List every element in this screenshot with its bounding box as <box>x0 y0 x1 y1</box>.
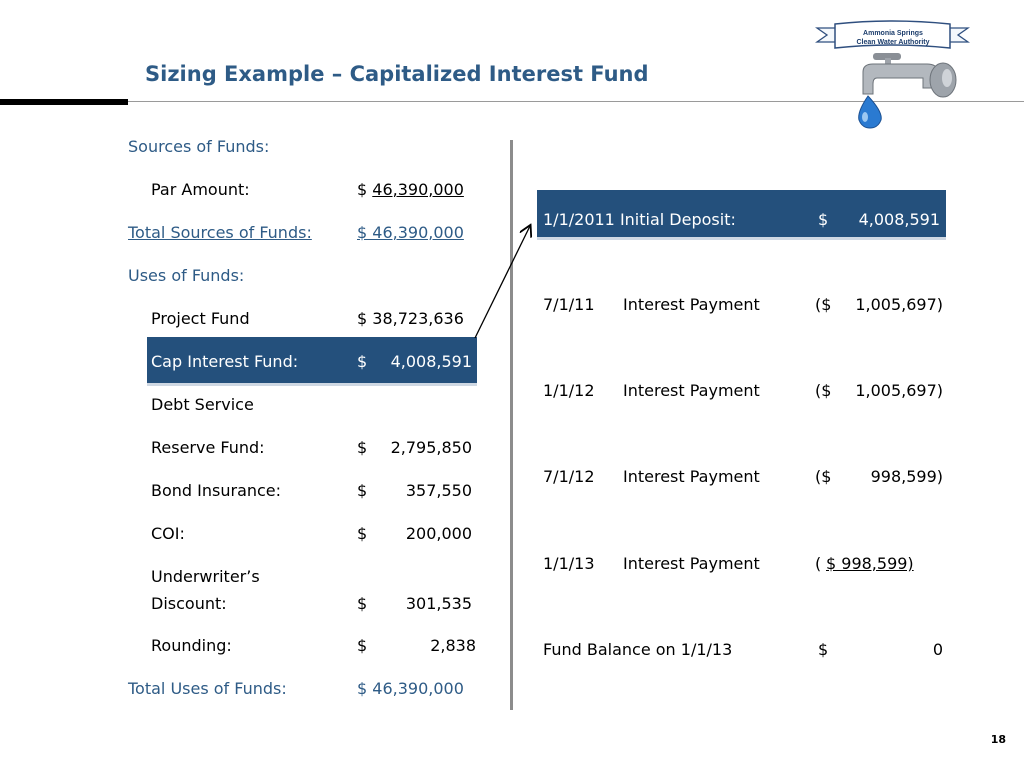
par-amount-label: Par Amount: <box>151 180 250 199</box>
payment-date: 7/1/12 <box>543 467 595 486</box>
total-uses-label: Total Uses of Funds: <box>128 679 287 698</box>
payment-desc: Interest Payment <box>623 467 760 486</box>
par-amount-value: $ 46,390,000 <box>357 180 464 199</box>
uses-heading: Uses of Funds: <box>128 266 245 285</box>
water-drop-icon <box>859 96 882 128</box>
dsrf-value: 2,795,850 <box>390 438 472 457</box>
cap-interest-value: 4,008,591 <box>390 352 472 371</box>
payment-open: ( <box>815 554 822 573</box>
dsrf-dollar: $ <box>357 438 368 457</box>
page-title: Sizing Example – Capitalized Interest Fund <box>145 62 649 86</box>
column-divider <box>510 140 513 710</box>
payment-amount: $ 998,599) <box>826 554 914 573</box>
underwriter-label-line2: Discount: <box>151 594 227 613</box>
project-fund-value: $ 38,723,636 <box>357 309 464 328</box>
payment-date: 7/1/11 <box>543 295 595 314</box>
initial-deposit-dollar: $ <box>818 210 829 229</box>
fund-balance-dollar: $ <box>818 640 829 659</box>
total-sources-value: $ 46,390,000 <box>357 223 464 242</box>
fund-balance-label: Fund Balance on 1/1/13 <box>543 640 733 659</box>
logo-text-line1: Ammonia Springs <box>863 30 923 37</box>
payment-open: ($ <box>815 295 832 314</box>
initial-deposit-value: 4,008,591 <box>858 210 940 229</box>
underwriter-dollar: $ <box>357 594 368 613</box>
cap-interest-label: Cap Interest Fund: <box>151 352 299 371</box>
dsrf-label-line1: Debt Service <box>151 395 254 414</box>
fund-balance-value: 0 <box>932 640 943 659</box>
authority-logo <box>815 18 970 130</box>
page-number: 18 <box>990 733 1006 746</box>
dsrf-label-line2: Reserve Fund: <box>151 438 265 457</box>
payment-desc: Interest Payment <box>623 381 760 400</box>
bond-insurance-value: 357,550 <box>405 481 472 500</box>
total-uses-value: $ 46,390,000 <box>357 679 464 698</box>
total-sources-label: Total Sources of Funds: <box>128 223 312 242</box>
bond-insurance-dollar: $ <box>357 481 368 500</box>
bond-insurance-label: Bond Insurance: <box>151 481 282 500</box>
coi-label: COI: <box>151 524 185 543</box>
cap-interest-dollar: $ <box>357 352 368 371</box>
payment-amount: 1,005,697) <box>855 381 943 400</box>
payment-date: 1/1/12 <box>543 381 595 400</box>
logo-text-line2: Clean Water Authority <box>856 39 930 46</box>
payment-amount: 1,005,697) <box>855 295 943 314</box>
underwriter-value: 301,535 <box>405 594 472 613</box>
faucet-icon <box>863 53 956 97</box>
rounding-value: 2,838 <box>430 636 476 655</box>
rounding-label: Rounding: <box>151 636 232 655</box>
underwriter-label-line1: Underwriter’s <box>151 567 260 586</box>
rounding-dollar: $ <box>357 636 368 655</box>
initial-deposit-label: 1/1/2011 Initial Deposit: <box>543 210 736 229</box>
par-amount-figure: 46,390,000 <box>372 180 464 199</box>
header-rule-accent <box>0 99 128 105</box>
payment-desc: Interest Payment <box>623 554 760 573</box>
payment-open: ($ <box>815 467 832 486</box>
payment-desc: Interest Payment <box>623 295 760 314</box>
coi-dollar: $ <box>357 524 368 543</box>
project-fund-label: Project Fund <box>151 309 250 328</box>
payment-date: 1/1/13 <box>543 554 595 573</box>
payment-open: ($ <box>815 381 832 400</box>
sources-heading: Sources of Funds: <box>128 137 270 156</box>
coi-value: 200,000 <box>405 524 472 543</box>
payment-amount: 998,599) <box>870 467 943 486</box>
